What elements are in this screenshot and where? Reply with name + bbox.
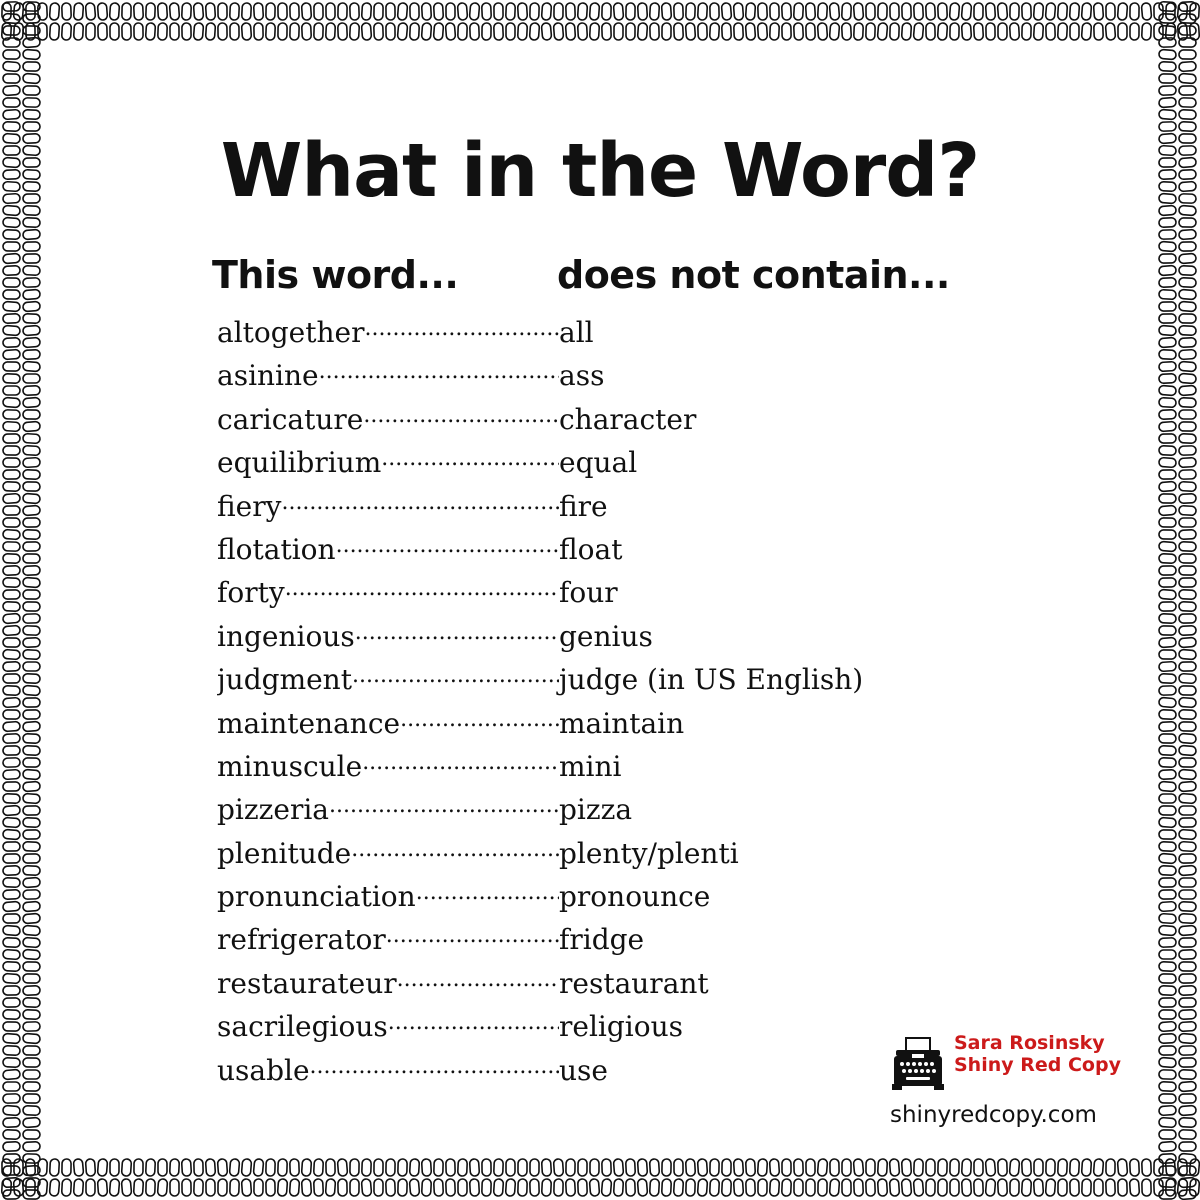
list-item [217, 359, 937, 402]
word-cell [217, 793, 559, 826]
doodle-border-bottom [0, 1156, 1200, 1200]
dot-leader [397, 967, 559, 1000]
word-text: altogether [217, 316, 365, 349]
word-text: maintenance [217, 706, 401, 740]
brand-logo [888, 1032, 1128, 1142]
word-cell [217, 490, 559, 523]
word-text: fiery [217, 489, 282, 523]
list-item [217, 967, 937, 1010]
word-cell [217, 533, 559, 566]
column-header-does-not-contain: does not contain... [557, 253, 950, 297]
does-not-contain-text: mini [559, 749, 622, 783]
list-item [217, 316, 937, 359]
does-not-contain-text: four [559, 576, 618, 610]
dot-leader [336, 533, 559, 566]
dot-leader [351, 837, 559, 870]
brand-name: Sara Rosinsky [954, 1032, 1105, 1054]
word-cell [217, 837, 559, 870]
does-not-contain-text: pronounce [559, 880, 711, 914]
typewriter-icon [892, 1036, 944, 1092]
list-item [217, 403, 937, 446]
word-text: flotation [217, 532, 336, 566]
does-not-contain-text: religious [559, 1010, 684, 1044]
dot-leader [363, 403, 559, 436]
brand-url: shinyredcopy.com [890, 1102, 1097, 1128]
does-not-contain-text: genius [559, 619, 653, 653]
dot-leader [310, 1054, 559, 1087]
word-cell [217, 446, 559, 479]
brand-company: Shiny Red Copy [954, 1054, 1121, 1076]
does-not-contain-text: character [559, 402, 697, 436]
list-item [217, 793, 937, 836]
word-text: plenitude [217, 836, 352, 870]
word-text: sacrilegious [217, 1010, 388, 1044]
word-text: asinine [217, 359, 319, 393]
word-cell [217, 359, 559, 392]
list-item [217, 663, 937, 706]
list-item [217, 923, 937, 966]
list-item [217, 1054, 937, 1097]
dot-leader [381, 446, 559, 479]
word-cell [217, 750, 559, 783]
word-cell [217, 620, 559, 653]
word-text: pronunciation [217, 880, 416, 914]
does-not-contain-text: ass [559, 359, 605, 393]
word-cell [217, 707, 559, 740]
page-title: What in the Word? [220, 128, 980, 214]
does-not-contain-text: plenty/plenti [559, 836, 739, 870]
dot-leader [352, 663, 559, 696]
word-cell [217, 576, 559, 609]
word-cell [217, 316, 559, 349]
dot-leader [400, 707, 559, 740]
word-text: equilibrium [217, 446, 382, 480]
list-item [217, 446, 937, 489]
does-not-contain-text: fire [559, 489, 608, 523]
list-item [217, 490, 937, 533]
dot-leader [355, 620, 559, 653]
list-item [217, 1010, 937, 1053]
column-header-word: This word... [212, 253, 459, 297]
list-item [217, 533, 937, 576]
dot-leader [319, 359, 559, 392]
word-text: judgment [217, 663, 352, 697]
dot-leader [281, 490, 559, 523]
does-not-contain-text: maintain [559, 706, 685, 740]
list-item [217, 837, 937, 880]
list-item [217, 620, 937, 663]
does-not-contain-text: fridge [559, 923, 645, 957]
word-text: refrigerator [217, 923, 386, 957]
doodle-border-top [0, 0, 1200, 44]
word-cell [217, 1010, 559, 1043]
word-cell [217, 1054, 559, 1087]
word-text: forty [217, 576, 285, 610]
does-not-contain-text: restaurant [559, 966, 709, 1000]
does-not-contain-text: float [559, 532, 623, 566]
dot-leader [416, 880, 559, 913]
list-item [217, 750, 937, 793]
dot-leader [365, 316, 560, 349]
word-text: minuscule [217, 749, 363, 783]
dot-leader [386, 923, 559, 956]
dot-leader [329, 793, 559, 826]
word-text: ingenious [217, 619, 355, 653]
dot-leader [285, 576, 559, 609]
does-not-contain-text: pizza [559, 793, 633, 827]
word-text: pizzeria [217, 793, 329, 827]
word-cell [217, 967, 559, 1000]
does-not-contain-text: judge (in US English) [559, 663, 864, 697]
word-text: restaurateur [217, 966, 397, 1000]
list-item [217, 880, 937, 923]
word-cell [217, 663, 559, 696]
word-list [217, 316, 937, 1097]
word-text: usable [217, 1053, 310, 1087]
word-cell [217, 923, 559, 956]
word-cell [217, 403, 559, 436]
word-cell [217, 880, 559, 913]
list-item [217, 576, 937, 619]
does-not-contain-text: all [559, 316, 594, 349]
dot-leader [362, 750, 559, 783]
does-not-contain-text: equal [559, 446, 638, 480]
list-item [217, 707, 937, 750]
does-not-contain-text: use [559, 1053, 608, 1087]
dot-leader [388, 1010, 559, 1043]
word-text: caricature [217, 402, 364, 436]
